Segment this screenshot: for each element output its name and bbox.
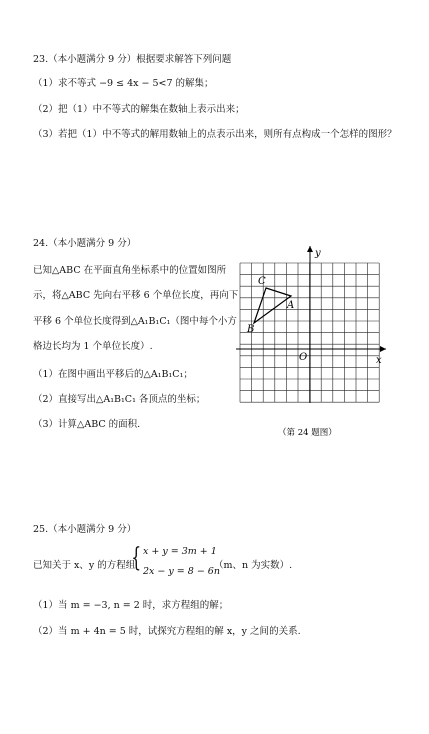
q23-header: 23.（本小题满分 9 分）根据要求解答下列问题 (33, 54, 232, 65)
q24-sub1: （1）在图中画出平移后的△A₁B₁C₁； (33, 369, 193, 380)
vertex-a-label: A (287, 300, 295, 311)
figure-caption: （第 24 题图） (278, 428, 337, 438)
y-axis-arrow-icon (307, 246, 313, 252)
coordinate-grid-figure (236, 243, 390, 438)
q24-line4: 格边长均为 1 个单位长度）. (33, 341, 153, 352)
q25-equation1: x + y = 3m + 1 (143, 546, 217, 557)
q24-line1: 已知△ABC 在平面直角坐标系中的位置如图所 (33, 265, 227, 276)
vertex-b-label: B (247, 324, 255, 335)
q23-part1: （1）求不等式 −9 ≤ 4x − 5<7 的解集； (33, 78, 214, 89)
q23-part2: （2）把（1）中不等式的解集在数轴上表示出来； (33, 104, 245, 115)
q25-header: 25.（本小题满分 9 分） (33, 524, 137, 535)
q25-part1: （1）当 m = −3, n = 2 时，求方程组的解； (33, 600, 229, 611)
q24-line2: 示，将△ABC 先向右平移 6 个单位长度，再向下 (33, 290, 239, 301)
vertex-c-label: C (258, 276, 266, 287)
q25-part2: （2）当 m + 4n = 5 时，试探究方程组的解 x，y 之间的关系. (33, 626, 301, 637)
x-axis-arrow-icon (380, 346, 386, 352)
origin-label: O (299, 352, 308, 363)
q23-part3: （3）若把（1）中不等式的解用数轴上的点表示出来，则所有点构成一个怎样的图形？ (33, 129, 397, 140)
triangle-abc (254, 288, 291, 323)
q24-sub2: （2）直接写出△A₁B₁C₁ 各顶点的坐标； (33, 394, 206, 405)
q25-equation2: 2x − y = 8 − 6n (143, 566, 220, 577)
q24-sub3: （3）计算△ABC 的面积. (33, 419, 141, 430)
y-axis-label: y (315, 248, 321, 259)
x-axis-label: x (376, 355, 382, 366)
q24-line3: 平移 6 个单位长度得到△A₁B₁C₁（图中每个小方 (33, 316, 237, 327)
system-brace: { (131, 543, 142, 573)
q24-header: 24.（本小题满分 9 分） (33, 238, 137, 249)
q25-intro-prefix: 已知关于 x、y 的方程组 (33, 560, 136, 571)
q25-intro-suffix: （m、n 为实数）. (214, 560, 293, 571)
